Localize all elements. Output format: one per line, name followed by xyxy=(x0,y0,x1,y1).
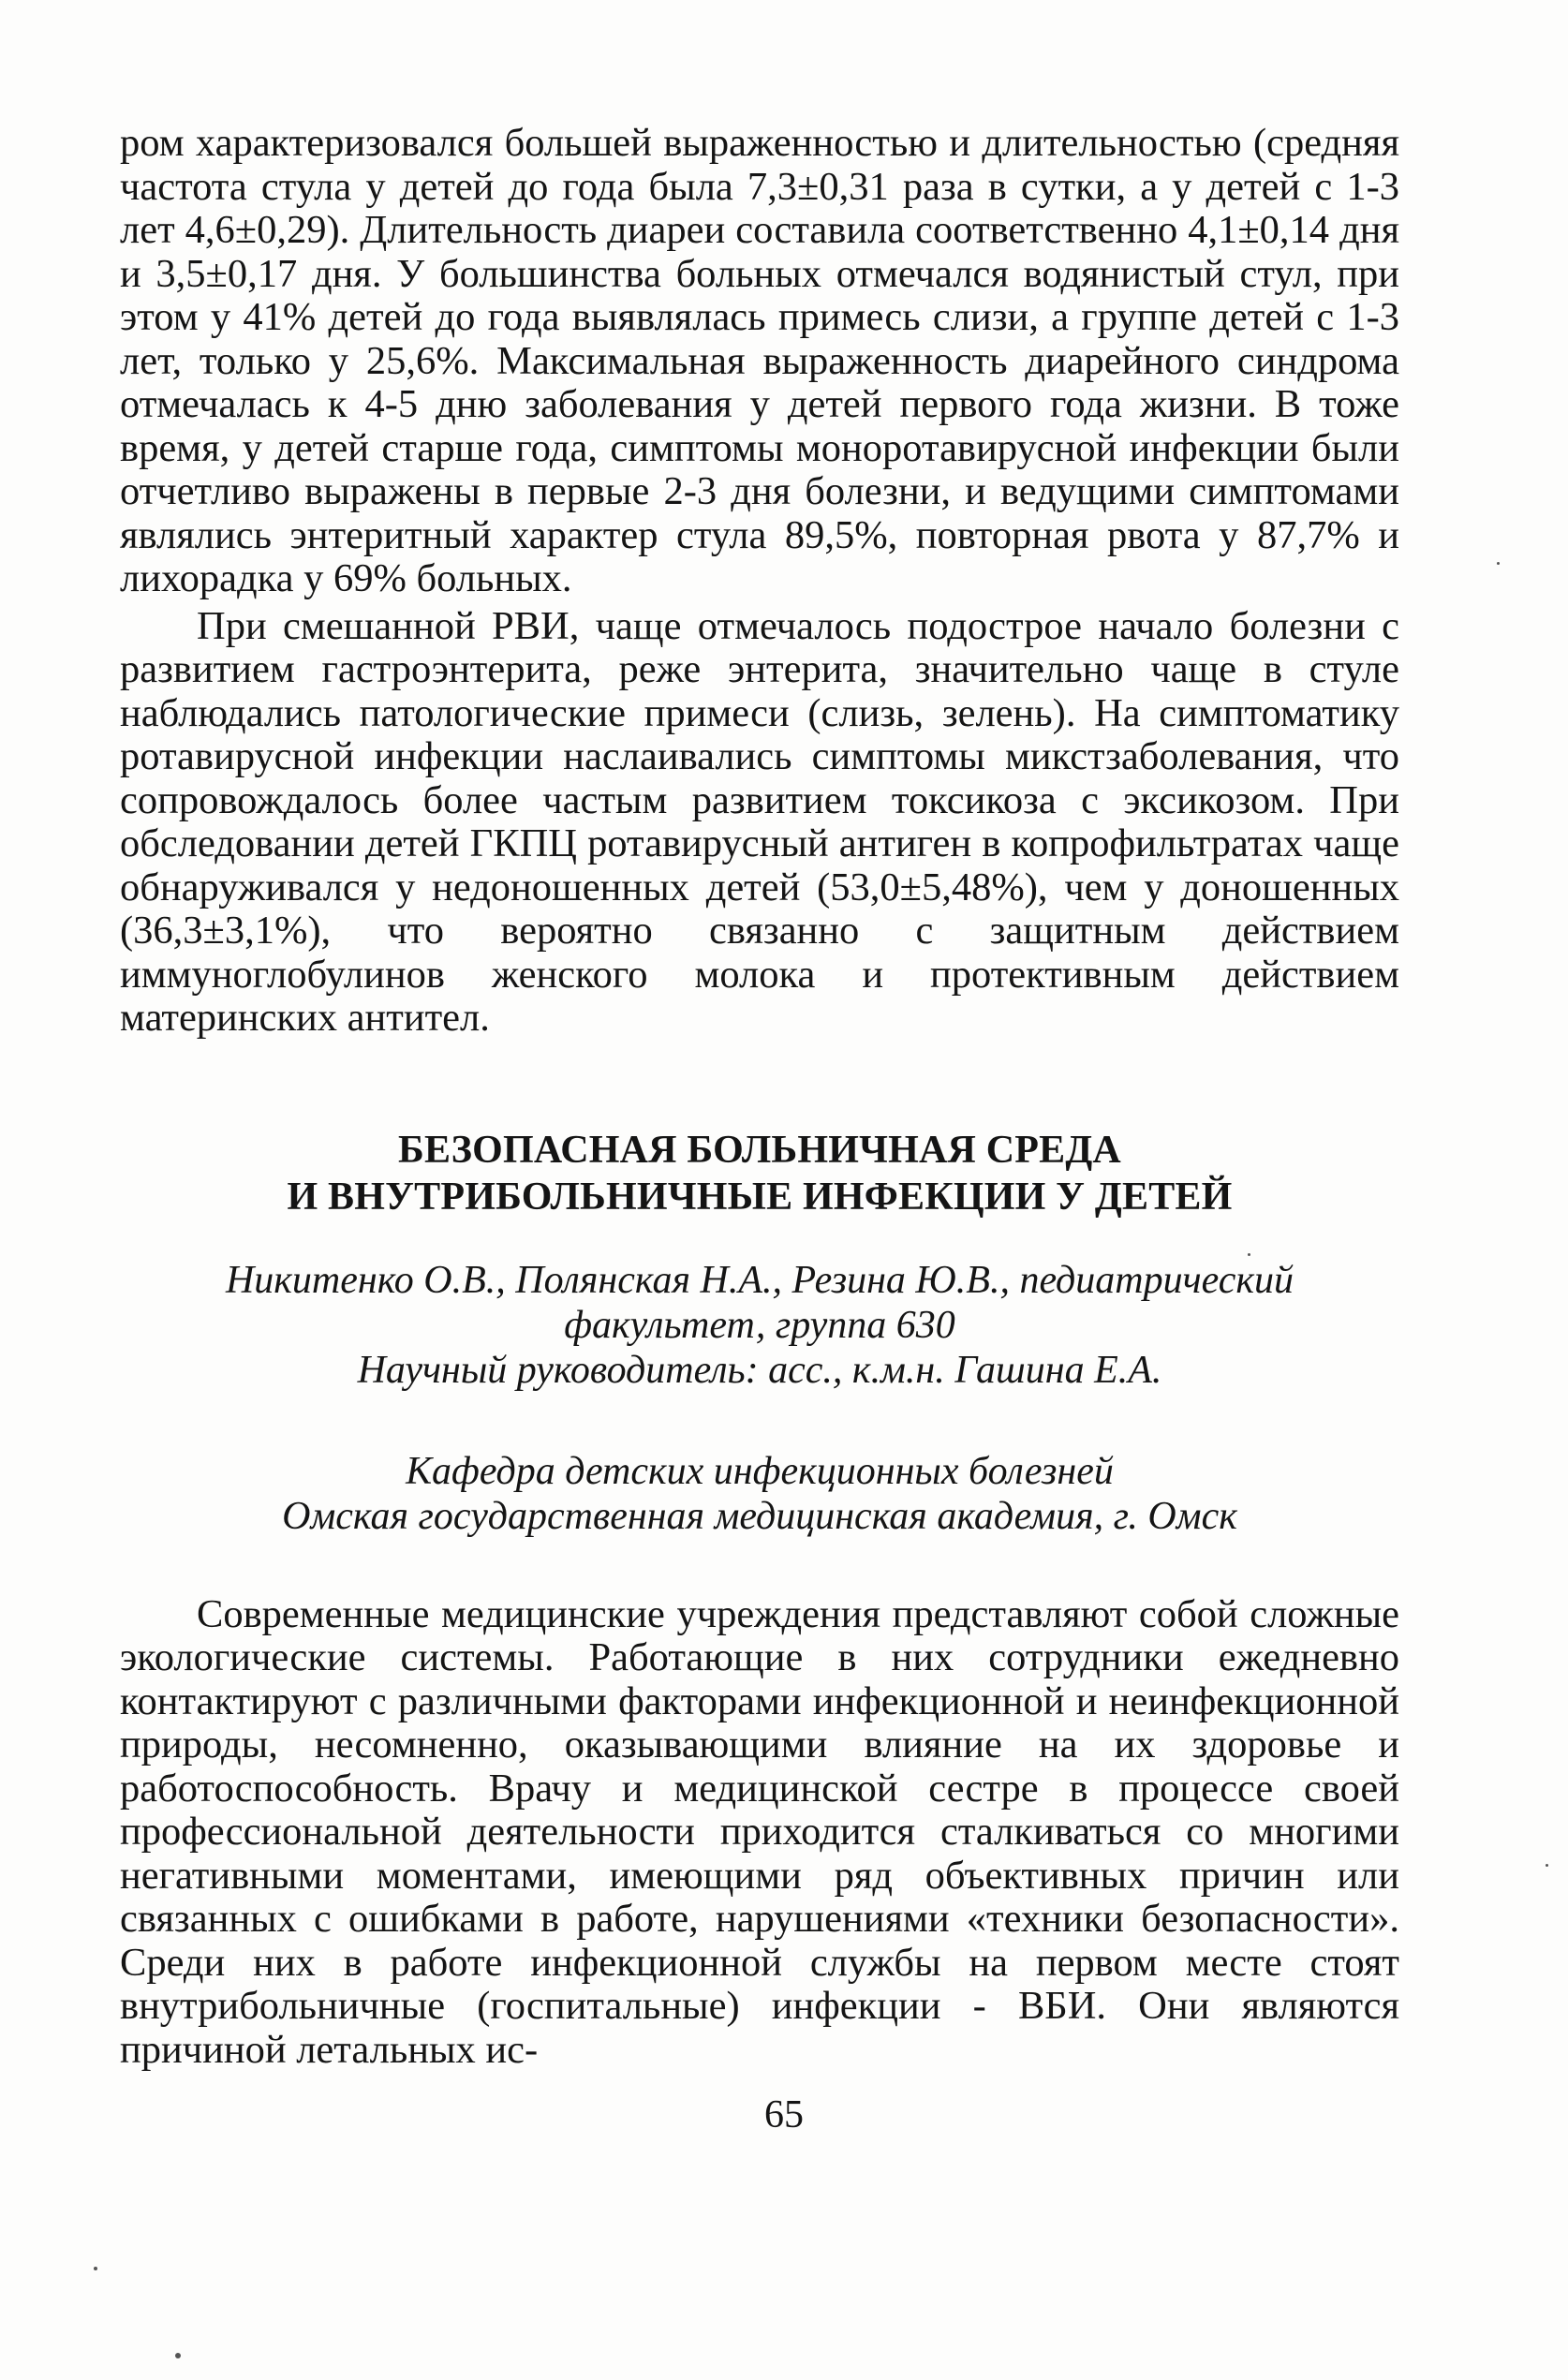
academy-line: Омская государственная медицинская академия, г. Омск xyxy=(282,1494,1237,1538)
affiliation xyxy=(120,1449,1399,1539)
department-line: Кафедра детских инфекционных болезней xyxy=(406,1449,1114,1493)
paragraph-continuation: ром характеризовался большей выраженностью и длительностью (средняя частота стула у детей до года была 7,3±0,31 раза в сутки, а у детей с 1-3 лет 4,6±0,29). Длительность диареи составила соответственно 4,1±0,14 дня и 3,5±0,17 дня. У большинства больных отмечался водянистый стул, при этом у 41% детей до года выявлялась примесь слизи, а группе детей с 1-3 лет, только у 25,6%. Максимальная выраженность диарейного синдрома отмечалась к 4-5 дню заболевания у детей первого года жизни. В тоже время, у детей старше года, симптомы моноротавирусной инфекции были отчетливо выражены в первые 2-3 дня болезни, и ведущими симптомами являлись энтеритный характер стула 89,5%, повторная рвота у 87,7% и лихорадка у 69% больных. xyxy=(120,121,1399,600)
paragraph-article-body: Современные медицинские учреждения представляют собой сложные экологические системы. Работающие в них сотрудники ежедневно контактируют с различными факторами инфекционной и неинфекционной природы, несомненно, оказывающими влияние на их здоровье и работоспособность. Врачу и медицинской сестре в процессе своей профессиональной деятельности приходится сталкиваться со многими негативными моментами, имеющими ряд объективных причин или связанных с ошибками в работе, нарушениями «техники безопасности». Среди них в работе инфекционной службы на первом месте стоят внутрибольничные (госпитальные) инфекции - ВБИ. Они являются причиной летальных ис- xyxy=(120,1591,1399,2072)
scan-speck xyxy=(1248,1253,1250,1256)
article-title-line-2: И ВНУТРИБОЛЬНИЧНЫЕ ИНФЕКЦИИ У ДЕТЕЙ xyxy=(287,1175,1233,1219)
scan-speck xyxy=(1497,562,1500,565)
paragraph-mixed-rvi: При смешанной РВИ, чаще отмечалось подострое начало болезни с развитием гастроэнтерита, реже энтерита, значительно чаще в стуле наблюдались патологические примеси (слизь, зелень). На симптоматику ротавирусной инфекции наслаивались симптомы микстзаболевания, что сопровождалось более частым развитием токсикоза с эксикозом. При обследовании детей ГКПЦ ротавирусный антиген в копрофильтратах чаще обнаруживался у недоношенных детей (53,0±5,48%), чем у доношенных (36,3±3,1%), что вероятно связанно с защитным действием иммуноглобулинов женского молока и протективным действием материнских антител. xyxy=(120,603,1399,1040)
supervisor-line: Научный руководитель: асс., к.м.н. Гашина Е.А. xyxy=(357,1348,1162,1392)
authors-line-2: факультет, группа 630 xyxy=(564,1303,955,1347)
authors-line-1: Никитенко О.В., Полянская Н.А., Резина Ю.В., педиатрический xyxy=(225,1258,1294,1302)
text-column xyxy=(120,122,1399,2072)
scan-speck xyxy=(94,2267,97,2270)
article-title-line-1: БЕЗОПАСНАЯ БОЛЬНИЧНАЯ СРЕДА xyxy=(398,1128,1121,1172)
authors xyxy=(120,1258,1399,1393)
scan-speck xyxy=(175,2353,181,2358)
scan-speck xyxy=(1546,1864,1548,1867)
article-title xyxy=(120,1127,1399,1220)
page-number: 65 xyxy=(764,2093,804,2136)
